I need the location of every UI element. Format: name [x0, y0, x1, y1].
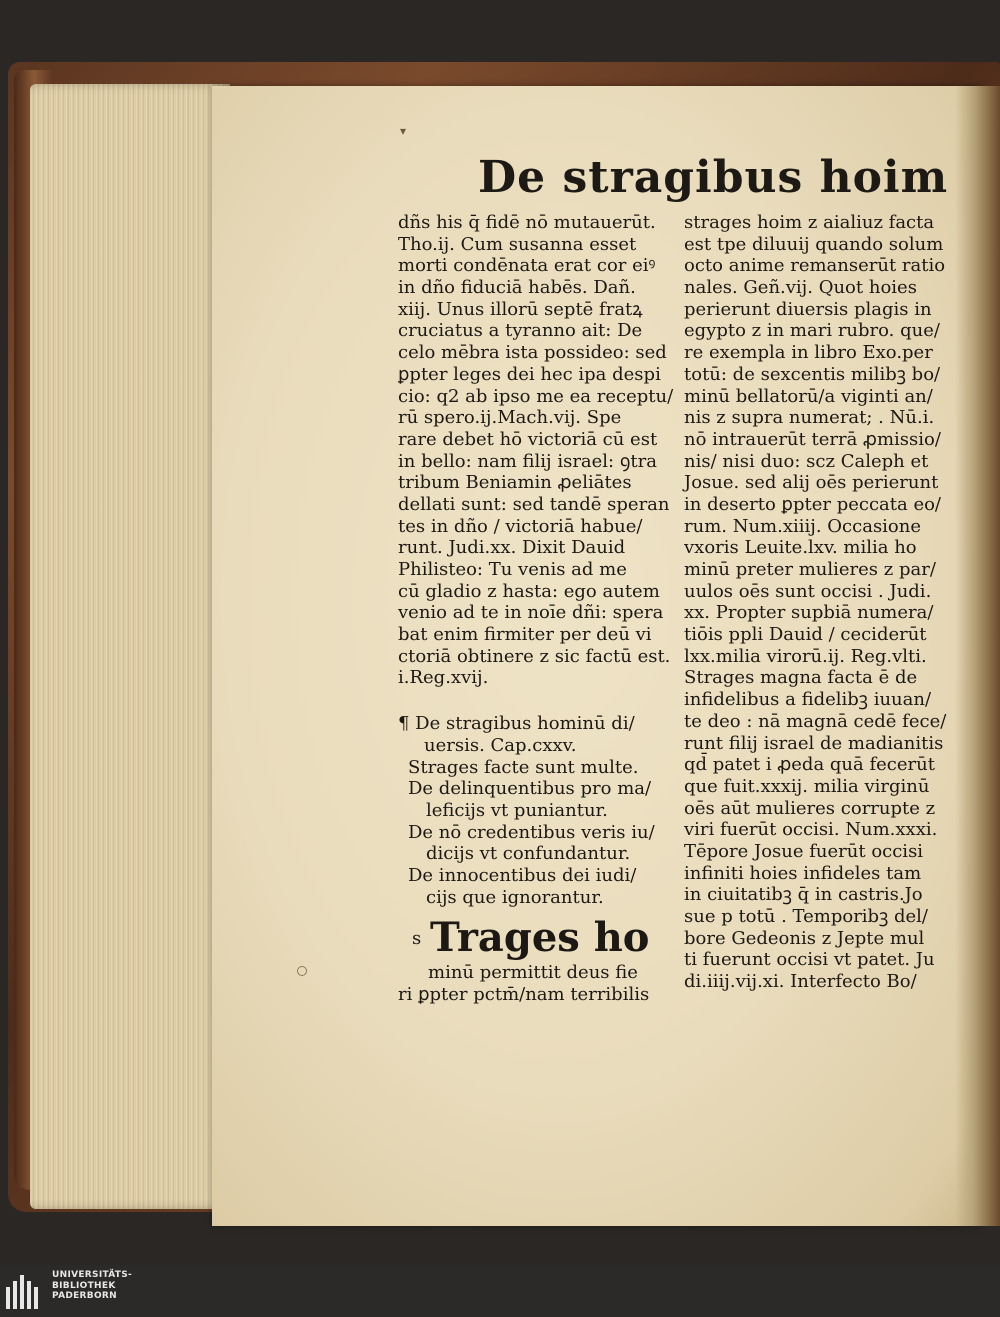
right-text-line: infiniti hoies infideles tam: [684, 862, 922, 884]
after-initial-line: ri ꝑpter pctm̄/nam terribilis: [398, 984, 650, 1005]
left-text-line: cruciatus a tyranno ait: De: [398, 320, 643, 342]
right-text-line: rum. Num.xiiij. Occasione: [684, 515, 922, 537]
left-text-line: cio: q2 ab ipso me ea receptu/: [398, 385, 674, 407]
right-text-line: que fuit.xxxij. milia virginū: [684, 775, 930, 797]
right-text-line: di.iiij.vij.xi. Interfecto Bo/: [684, 971, 917, 993]
right-text-line: tiōis ppli Dauid / ceciderūt: [684, 624, 927, 646]
left-text-line: ꝑpter leges dei hec ipa despi: [398, 363, 661, 385]
right-text-line: te deo : nā magnā cedē fece/: [684, 710, 947, 732]
page-edges: [30, 84, 230, 1209]
page-mark: ▾: [400, 124, 407, 138]
left-text-line: rū spero.ij.Mach.vij. Spe: [398, 407, 622, 429]
right-text-line: nis z supra numerat; . Nū.i.: [684, 407, 935, 429]
chapter-initial-block: [398, 914, 660, 1005]
right-column: [684, 212, 947, 993]
left-text-line: tes in dño / victoriā habue/: [398, 515, 643, 537]
chapter-subject: [398, 778, 660, 821]
chapter-subject: [398, 865, 660, 908]
left-text-line: dellati sunt: sed tandē speran: [398, 493, 670, 515]
after-initial-text: [398, 962, 660, 1005]
right-text-line: minū bellatorū/a viginti an/: [684, 385, 933, 407]
right-text-line: viri fuerūt occisi. Num.xxxi.: [684, 819, 938, 841]
right-text-line: sue p totū . Temporibꝫ del/: [684, 906, 928, 927]
left-text-line: venio ad te in noīe dñi: spera: [398, 602, 664, 624]
left-text-line: runt. Judi.xx. Dixit Dauid: [398, 537, 626, 559]
left-text-line: in dño fiduciā habēs. Dañ.: [398, 277, 636, 299]
left-text-line: rare debet hō victoriā cū est: [398, 428, 658, 450]
left-text-line: in bello: nam filij israel: ꝯtra: [398, 450, 657, 472]
right-text-line: strages hoim z aialiuz facta: [684, 212, 935, 233]
left-text-line: Tho.ij. Cum susanna esset: [398, 233, 637, 255]
right-text-line: egypto z in mari rubro. que/: [684, 320, 940, 342]
left-text-line: ctoriā obtinere z sic factū est.: [398, 645, 671, 667]
right-text-line: Josue. sed alij oēs perierunt: [684, 472, 939, 494]
right-text-line: re exempla in libro Exo.per: [684, 342, 933, 364]
library-name: [52, 1270, 132, 1302]
right-text-line: runt filij israel de madianitis: [684, 732, 944, 754]
right-text-line: vxoris Leuite.lxv. milia ho: [684, 537, 917, 559]
right-text-line: uulos oēs sunt occisi . Judi.: [684, 580, 932, 602]
right-text-line: ti fuerunt occisi vt patet. Ju: [684, 949, 935, 971]
library-logo-icon: [6, 1275, 42, 1309]
initial-guide-letter: s: [412, 928, 422, 950]
right-text-line: nō intrauerūt terrā ꝓmissio/: [684, 428, 941, 450]
chapter-title-line: uersis. Cap.cxxv.: [424, 734, 577, 756]
right-text-line: infidelibus a fidelibꝫ iuuan/: [684, 689, 932, 711]
library-name-line: UNIVERSITÄTS-: [52, 1270, 133, 1280]
chapter-subject-line: De delinquentibus pro ma/: [408, 778, 652, 800]
library-name-line: PADERBORN: [52, 1291, 117, 1301]
page-hole: [297, 966, 307, 976]
chapter-subject-line: leficijs vt puniantur.: [426, 799, 608, 821]
library-footer: [0, 1265, 1000, 1317]
right-text-line: nales. Geñ.vij. Quot hoies: [684, 277, 917, 299]
right-text-line: nis/ nisi duo: scz Caleph et: [684, 450, 929, 472]
right-text-line: perierunt diuersis plagis in: [684, 298, 932, 320]
chapter-subject-line: De innocentibus dei iudi/: [408, 864, 637, 886]
chapter-subject-line: dicijs vt confundantur.: [426, 843, 631, 865]
right-text-line: bore Gedeonis z Jepte mul: [684, 927, 925, 949]
chapter-title: [398, 713, 660, 756]
chapter-title-line: ¶ De stragibus hominū di/: [398, 713, 635, 735]
left-text-line: i.Reg.xvij.: [398, 667, 489, 689]
chapter-subject: [398, 822, 660, 865]
left-text-line: xiij. Unus illorū septē fratꝝ: [398, 298, 643, 320]
library-name-line: BIBLIOTHEK: [52, 1280, 116, 1291]
left-column-text: [398, 212, 674, 689]
right-text-line: Strages magna facta ē de: [684, 667, 918, 689]
after-initial-line: minū permittit deus fie: [428, 962, 638, 984]
left-text-line: morti condēnata erat cor eiꝰ: [398, 255, 656, 277]
right-text-line: octo anime remanserūt ratio: [684, 255, 946, 277]
right-text-line: xx. Propter supbiā numera/: [684, 602, 934, 624]
chapter-subject-line: cijs que ignorantur.: [426, 886, 604, 908]
right-text-line: in ciuitatibꝫ q̄ in castris.Jo: [684, 884, 923, 906]
right-text-line: oēs aūt mulieres corrupte z: [684, 797, 936, 819]
page-heading: De stragibus hoim: [478, 152, 949, 203]
left-text-line: Philisteo: Tu venis ad me: [398, 559, 627, 580]
right-text-line: qd̄ patet i ꝓeda quā fecerūt: [684, 754, 935, 776]
left-text-line: dñs his q̄ fidē nō mutauerūt.: [398, 212, 656, 233]
right-text-line: in deserto ꝑpter peccata eo/: [684, 493, 942, 515]
initial-text: Trages ho: [430, 914, 650, 962]
page-gutter-shadow: [955, 86, 1000, 1226]
right-text-line: lxx.milia virorū.ij. Reg.vlti.: [684, 645, 927, 667]
chapter-subject-line: Strages facte sunt multe.: [408, 756, 639, 778]
right-text-line: minū preter mulieres z par/: [684, 559, 936, 580]
right-column-text: [684, 212, 947, 993]
left-column: [398, 212, 674, 1006]
right-text-line: est tpe diluuij quando solum: [684, 233, 944, 255]
chapter-subjects: [398, 757, 660, 909]
left-text-line: bat enim firmiter per deū vi: [398, 624, 652, 646]
right-text-line: Tēpore Josue fuerūt occisi: [684, 840, 924, 862]
chapter-subject: [398, 757, 660, 779]
left-text-line: celo mēbra ista possideo: sed: [398, 342, 667, 364]
left-text-line: cū gladio z hasta: ego autem: [398, 580, 660, 602]
left-text-line: tribum Beniamin ꝓeliātes: [398, 472, 632, 494]
chapter-subject-line: De nō credentibus veris iu/: [408, 821, 655, 843]
right-text-line: totū: de sexcentis milibꝫ bo/: [684, 363, 941, 385]
